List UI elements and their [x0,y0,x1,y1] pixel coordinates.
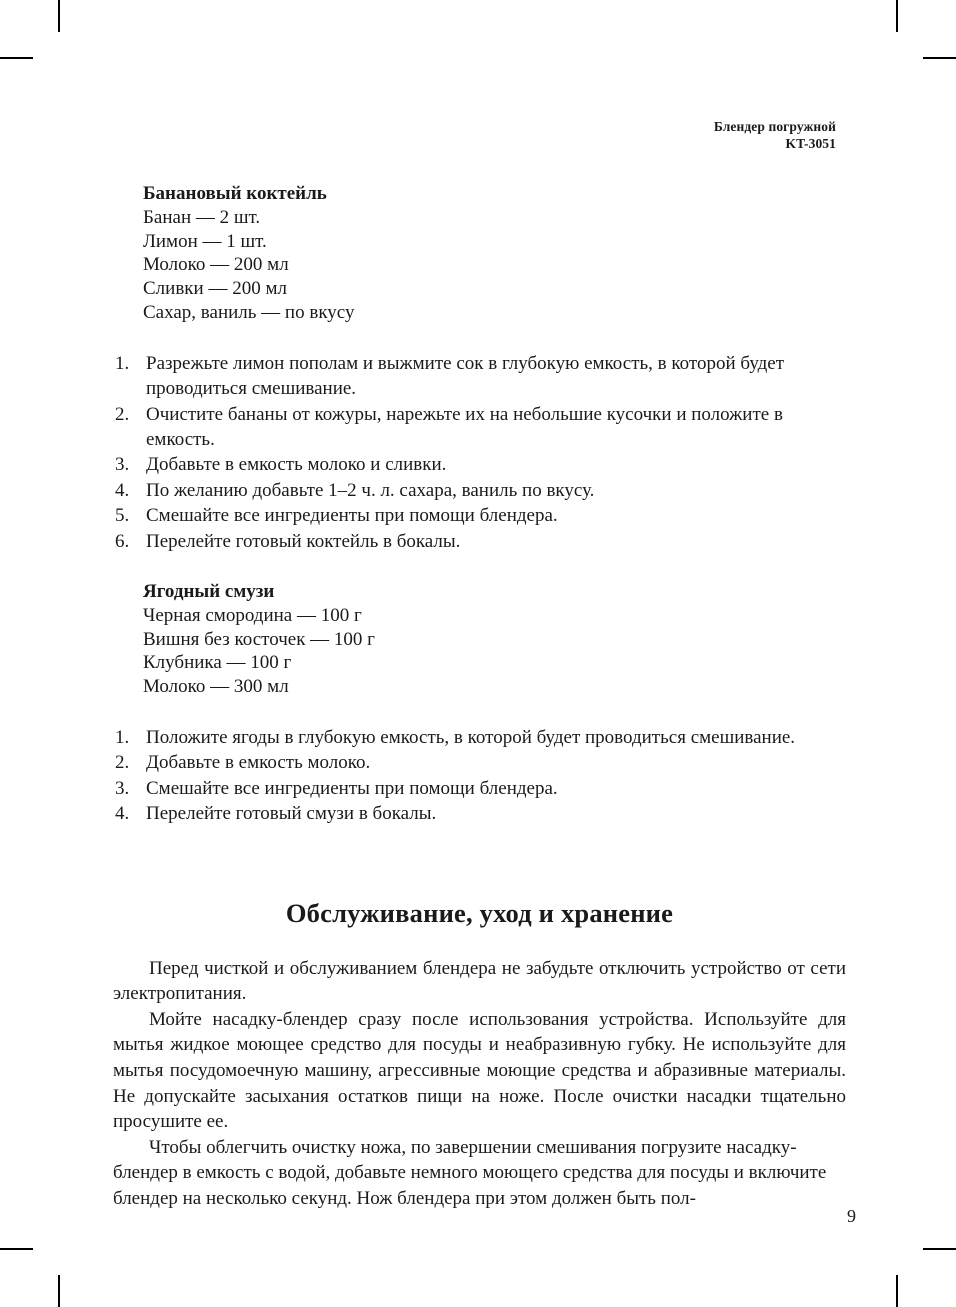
spacer [113,554,846,580]
list-item: Смешайте все ингредиенты при помощи блендера. [146,505,558,527]
running-header [714,118,836,152]
page-number: 9 [847,1206,856,1226]
recipe-steps [113,351,846,554]
list-item: Добавьте в емкость молоко и сливки. [146,454,447,476]
page-title: Обслуживание, уход и хранение [285,897,674,928]
list-item: Перелейте готовый смузи в бокалы. [146,803,437,825]
ingredient-list [143,206,846,325]
recipe-title: Ягодный смузи [143,581,275,603]
spacer [113,325,846,351]
list-item: Банан — 2 шт. [143,206,261,228]
crop-mark-top-right-horizontal [923,57,956,59]
recipe-banana-cocktail [113,182,846,554]
list-item: Молоко — 300 мл [143,676,289,698]
paragraph: Перед чисткой и обслуживанием блендера не забудьте отключить устройство от сети электропитания. [113,957,846,1005]
ingredient-list [143,604,846,699]
list-item: Клубника — 100 г [143,652,292,674]
crop-mark-bottom-right-vertical [896,1275,898,1307]
list-item: Сахар, ваниль — по вкусу [143,301,355,323]
crop-mark-bottom-left-vertical [58,1275,60,1307]
recipe-steps [113,725,846,827]
spacer [113,930,846,956]
list-item: Черная смородина — 100 г [143,604,362,626]
list-item: Перелейте готовый коктейль в бокалы. [146,530,461,552]
spacer [113,871,846,897]
recipe-title: Банановый коктейль [143,183,327,204]
list-item: Добавьте в емкость молоко. [146,752,371,774]
paragraph: Чтобы облегчить очистку ножа, по завершении смешивания погрузите насадку-блендер в емкость с водой, добавьте немного моющего средства для посуды и включите блендер на несколько секунд. Нож блендера при этом должен быть пол- [113,1136,827,1209]
spacer [113,699,846,725]
crop-mark-top-left-horizontal [0,57,33,59]
list-item: Вишня без косточек — 100 г [143,628,375,650]
crop-mark-top-right-vertical [896,0,898,32]
list-item: Разрежьте лимон пополам и выжмите сок в глубокую емкость, в которой будет проводиться смешивание. [146,352,785,400]
list-item: Положите ягоды в глубокую емкость, в которой будет проводиться смешивание. [146,727,796,749]
list-item: Смешайте все ингредиенты при помощи блендера. [146,777,558,799]
page-content [113,182,846,1212]
list-item: Лимон — 1 шт. [143,230,267,252]
crop-mark-bottom-left-horizontal [0,1248,33,1250]
recipe-berry-smoothie [113,580,846,827]
list-item: Сливки — 200 мл [143,278,287,300]
running-header-model: KT-3051 [785,136,836,151]
list-item: Очистите бананы от кожуры, нарежьте их на небольшие кусочки и положите в емкость. [146,403,783,450]
list-item: По желанию добавьте 1–2 ч. л. сахара, ваниль по вкусу. [146,479,595,501]
paragraph: Мойте насадку-блендер сразу после использования устройства. Используйте для мытья жидкое моющее средство для посуды и неабразивную губку. Не используйте для мытья посудомоечную машину, агрессивные моющие средства и абразивные материалы. Не допускайте засыхания остатков пищи на ноже. После очистки насадки тщательно просушите ее. [113,1008,846,1133]
spacer [113,827,846,871]
crop-mark-bottom-right-horizontal [923,1248,956,1250]
list-item: Молоко — 200 мл [143,254,289,276]
running-header-product: Блендер погружной [713,119,836,134]
crop-mark-top-left-vertical [58,0,60,32]
